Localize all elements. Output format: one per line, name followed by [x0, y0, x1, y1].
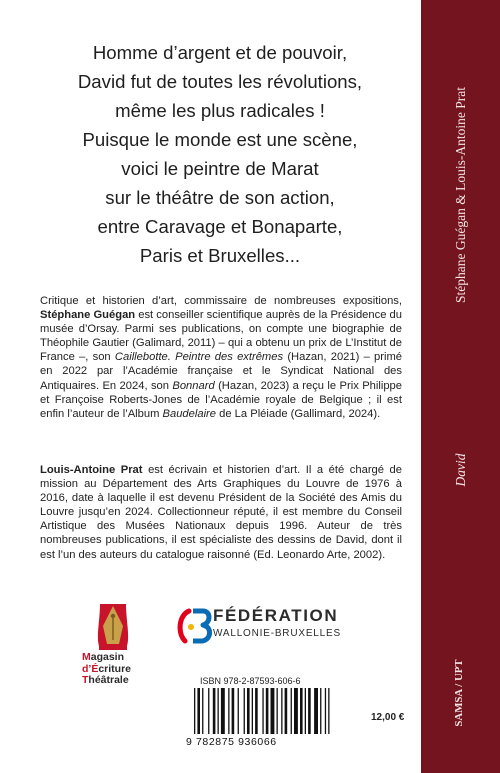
- fwb-title: FÉDÉRATION: [213, 606, 339, 625]
- barcode-digits: 9 782875 936066: [186, 736, 277, 748]
- blurb-line: Paris et Bruxelles...: [139, 245, 301, 266]
- barcode-icon: [190, 688, 362, 734]
- met-logo-text: [82, 652, 131, 687]
- bio-text: (Hazan, 2021) – primé en 2022 par l’Académie française et le Syndicat National des Antiquaires. En 2024, son: [40, 351, 402, 392]
- bio-text: (Hazan, 2023) a reçu le Prix Philippe et Françoise Roberts-Jones de l’Académie royale de Belgique ; il est enfin l’auteur de l’Album: [40, 379, 402, 420]
- barcode-bar: [308, 688, 311, 734]
- book-title: Caillebotte. Peintre des extrêmes: [114, 351, 284, 364]
- barcode-bar: [294, 688, 298, 734]
- barcode-bar: [221, 688, 225, 734]
- barcode-bar: [285, 688, 288, 734]
- barcode-bar: [252, 688, 253, 734]
- book-title: Baudelaire: [162, 407, 217, 420]
- barcode-bar: [213, 688, 216, 734]
- blurb-line: Homme d’argent et de pouvoir,: [92, 42, 348, 63]
- price-label: 12,00 €: [371, 712, 405, 723]
- barcode-bar: [281, 688, 282, 734]
- barcode-bar: [320, 688, 321, 734]
- barcode-bar: [218, 688, 219, 734]
- barcode-bar: [328, 688, 329, 734]
- met-word: héâtrale: [88, 674, 129, 687]
- isbn-text: ISBN 978-2-87593-606-6: [200, 676, 301, 686]
- blurb-line: Puisque le monde est une scène,: [82, 129, 358, 150]
- barcode-bar: [277, 688, 278, 734]
- barcode-bar: [197, 688, 200, 734]
- blurb-line: entre Caravage et Bonaparte,: [97, 216, 343, 237]
- spine-publisher: SAMSA / UPT: [453, 659, 465, 727]
- barcode-bar: [300, 688, 303, 734]
- barcode-bar: [244, 688, 245, 734]
- bio-text: est écrivain et historien d’art. Il a été chargé de mission au Département des Arts Graphiques du Louvre de 1976 à 2016, date à laquelle il est devenu Président de la Société des Amis du Louvre jusqu’en 2024. Collectionneur réputé, il est membre du Conseil Artistique des Musées Nationaux depuis 1996. Auteur de très nombreuses publications, il est spécialiste des dessins de David, dont il est l’un des auteurs du catalogue raisonné (Ed. Leonardo Arte, 2002).: [40, 464, 402, 561]
- barcode-bar: [194, 688, 195, 734]
- barcode-bar: [208, 688, 209, 734]
- blurb-line: voici le peintre de Marat: [121, 158, 319, 179]
- spine-title: David: [453, 453, 468, 487]
- author-name: Stéphane Guégan: [40, 309, 136, 322]
- met-letter: T: [82, 674, 89, 687]
- barcode-bar: [247, 688, 250, 734]
- blurb-line: même les plus radicales !: [115, 100, 325, 121]
- barcode-bar: [325, 688, 326, 734]
- bio-text: de La Pléiade (Gallimard, 2024).: [216, 407, 381, 420]
- met-letter: d’É: [82, 662, 99, 675]
- barcode-bar: [291, 688, 292, 734]
- author-bio-prat: [40, 463, 402, 562]
- author-bio-guegan: [40, 294, 402, 421]
- bio-text: Critique et historien d’art, commissaire de nombreuses expositions,: [40, 295, 402, 307]
- barcode-bar: [305, 688, 306, 734]
- met-word: agasin: [90, 651, 125, 663]
- barcode-bar: [232, 688, 235, 734]
- author-name: Louis-Antoine Prat: [40, 464, 143, 476]
- met-word: criture: [98, 662, 132, 675]
- barcode-bar: [314, 688, 318, 734]
- bio-text: est conseiller scientifique auprès de la Présidence du musée d’Orsay. Parmi ses publications, on compte une biographie de Théophile Gautier (Galimard, 2011) – qui a obtenu un prix de L’Institut de France –, son: [40, 309, 402, 364]
- barcode-bar: [262, 688, 263, 734]
- barcode-bar: [238, 688, 239, 734]
- blurb-line: sur le théâtre de son action,: [105, 187, 335, 208]
- barcode-bar: [266, 688, 269, 734]
- met-letter: M: [82, 651, 91, 663]
- spine-authors: Stéphane Guégan & Louis-Antoine Prat: [453, 87, 468, 303]
- blurb-line: David fut de toutes les révolutions,: [77, 71, 363, 92]
- book-title: Bonnard: [172, 379, 215, 392]
- barcode-bar: [255, 688, 258, 734]
- barcode-bar: [228, 688, 229, 734]
- barcode-bar: [202, 688, 203, 734]
- blurb-text: [40, 38, 400, 270]
- fwb-subtitle: WALLONIE-BRUXELLES: [213, 628, 341, 639]
- barcode-bar: [271, 688, 275, 734]
